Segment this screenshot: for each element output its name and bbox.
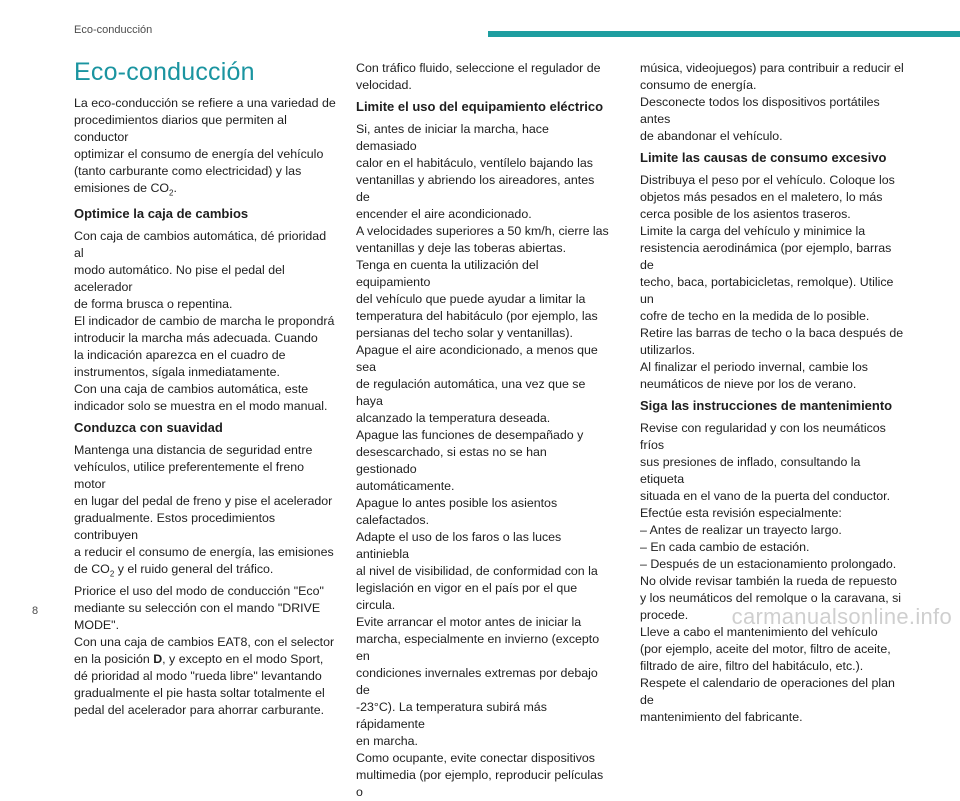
intro-end: . — [173, 181, 177, 195]
column-2 — [356, 60, 610, 801]
paragraph-excess-consumption: Distribuya el peso por el vehículo. Coloque los objetos más pesados en el maletero, lo más cerca posible de los asientos traseros. Limite la carga del vehículo y minimice la resistencia aerodinámica (por ejemplo, barras de techo, baca, portabicicletas, remolque). Utilice un cofre de techo en la medida de lo posible. Retire las barras de techo o la baca después de utilizarlos. Al finalizar el periodo invernal, cambie los neumáticos de nieve por los de verano. — [640, 173, 904, 391]
smooth-text-c: , y excepto en el modo Sport, dé prioridad al modo "rueda libre" levantando gradualmente el pie hasta soltar totalmente el pedal del acelerador para ahorrar carburante. — [74, 651, 325, 717]
header-accent-bar — [488, 31, 960, 37]
smooth-text-b: y el ruido general del tráfico. Priorice el uso del modo de conducción "Eco" mediante su selección con el mando "DRIVE MODE". Con una caja de cambios EAT8, con el selector en la posición — [74, 562, 335, 666]
smooth-text-a: Mantenga una distancia de seguridad entre vehículos, utilice preferentemente el freno motor en lugar del pedal de freno y pise el acelerador gradualmente. Estos procedimientos contribuyen a reducir el consumo de energía, las emisiones de CO — [74, 443, 334, 577]
smooth-subscript: 2 — [109, 569, 115, 579]
page-number: 8 — [32, 605, 39, 617]
paragraph-electrical: Si, antes de iniciar la marcha, hace demasiado calor en el habitáculo, ventílelo bajando las ventanillas y abriendo los aireadores, antes de encender el aire acondicionado. A velocidades superiores a 50 km/h, cierre las ventanillas y deje las toberas abiertas. Tenga en cuenta la utilización del equipamiento del vehículo que puede ayudar a limitar la temperatura del habitáculo (por ejemplo, las persianas del techo solar y ventanillas). Apague el aire acondicionado, a menos que sea de regulación automática, una vez que se haya alcanzado la temperatura deseada. Apague las funciones de desempañado y desescarchado, si estas no se han gestionado automáticamente. Apague lo antes posible los asientos calefactados. Adapte el uso de los faros o las luces antiniebla al nivel de visibilidad, de conformidad con la legislación en vigor en el país por el que circula. Evite arrancar el motor antes de iniciar la marcha, especialmente en invierno (excepto en condiciones invernales extremas por debajo de -23°C). La temperatura subirá más rápidamente en marcha. Como ocupante, evite conectar dispositivos multimedia (por ejemplo, reproducir películas o — [356, 122, 609, 799]
heading-electrical: Limite el uso del equipamiento eléctrico — [356, 99, 604, 114]
intro-text: La eco-conducción se refiere a una variedad de procedimientos diarios que permiten al conductor optimizar el consumo de energía del vehículo (tanto carburante como electricidad) y las emisiones de CO — [74, 96, 336, 195]
selector-position: D — [153, 651, 163, 666]
page-title: Eco-conducción — [74, 58, 255, 86]
column-1 — [74, 58, 336, 719]
paragraph-cruise: Con tráfico fluido, seleccione el regulador de velocidad. — [356, 61, 601, 92]
watermark: carmanualsonline.info — [731, 604, 952, 629]
heading-maintenance: Siga las instrucciones de mantenimiento — [640, 398, 893, 413]
heading-excess-consumption: Limite las causas de consumo excesivo — [640, 150, 887, 165]
running-header: Eco-conducción — [74, 24, 153, 36]
paragraph-gearbox: Con caja de cambios automática, dé prioridad al modo automático. No pise el pedal del acelerador de forma brusca o repentina. El indicador de cambio de marcha le propondrá introducir la marcha más adecuada. Cuando la indicación aparezca en el cuadro de instrumentos, sígala inmediatamente. Con una caja de cambios automática, este indicador solo se muestra en el modo manual. — [74, 229, 335, 414]
intro-paragraph — [74, 95, 336, 201]
heading-gearbox: Optimice la caja de cambios — [74, 206, 249, 222]
intro-subscript: 2 — [169, 188, 174, 198]
paragraph-devices: música, videojuegos) para contribuir a reducir el consumo de energía. Desconecte todos los dispositivos portátiles antes de abandonar el vehículo. — [640, 61, 904, 143]
paragraph-maintenance: Revise con regularidad y con los neumáticos fríos sus presiones de inflado, consultando la etiqueta situada en el vano de la puerta del conductor. Efectúe esta revisión especialmente: – Antes de realizar un trayecto largo. – En cada cambio de estación. – Después de un estacionamiento prolongado. No olvide revisar también la rueda de repuesto y los neumáticos del remolque o la caravana, si procede. Lleve a cabo el mantenimiento del vehículo (por ejemplo, aceite del motor, filtro de aceite, filtrado de aire, filtro del habitáculo, etc.). Respete el calendario de operaciones del plan de mantenimiento del fabricante. — [640, 421, 902, 724]
heading-smooth-driving: Conduzca con suavidad — [74, 420, 223, 436]
paragraph-smooth-driving — [74, 442, 336, 718]
